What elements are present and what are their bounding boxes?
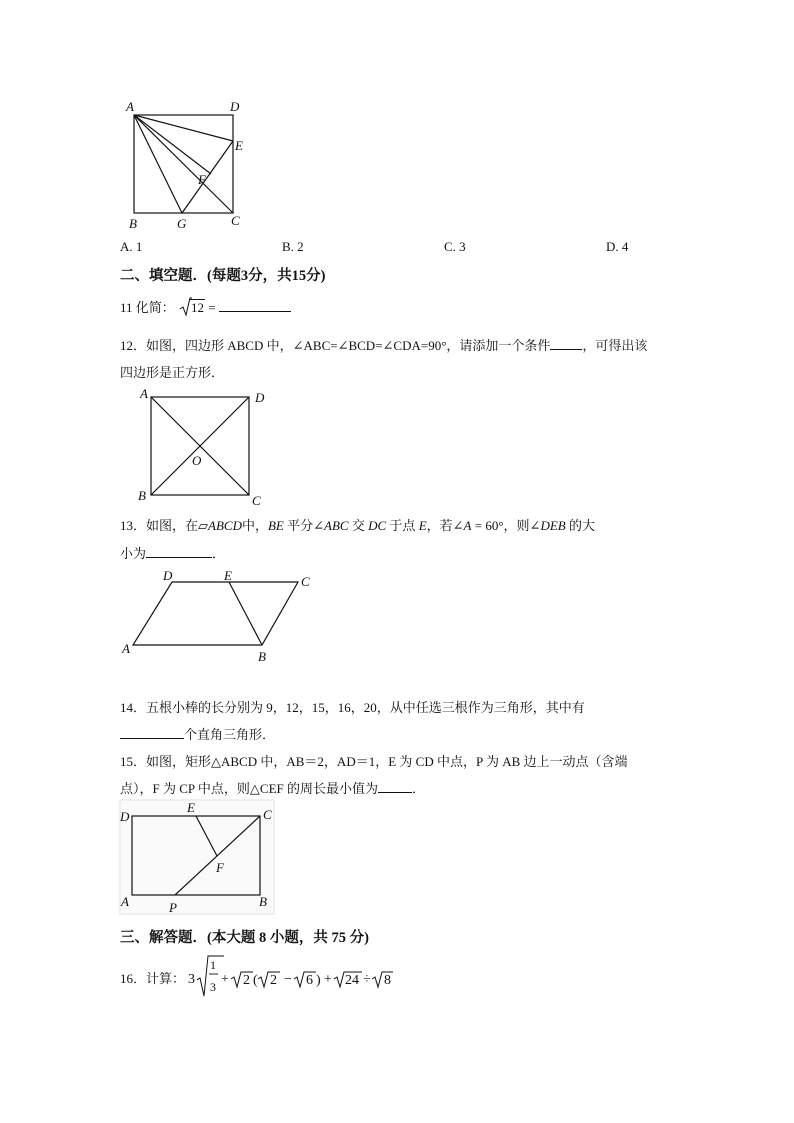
label-b: B (138, 488, 146, 503)
segment-ag (134, 115, 182, 213)
q16-coef: 3 (188, 972, 195, 987)
label-b: B (259, 894, 267, 909)
segment-ac (134, 115, 233, 213)
q15-answer-blank[interactable] (378, 780, 412, 793)
q16-plus2: + (324, 972, 332, 987)
radical-sign-icon (180, 298, 192, 316)
segment-ae (134, 115, 233, 141)
label-o: O (192, 453, 202, 468)
q16-minus: − (284, 972, 292, 987)
label-f: F (216, 860, 224, 875)
question-14-line1: 14．五根小棒的长分别为 9，12，15，16，20，从中任选三根作为三角形，其中有 (120, 700, 585, 715)
q16-expression (186, 952, 406, 1000)
question-15-line2: 点），F 为 CP 中点，则△CEF 的周长最小值为 ． (120, 781, 426, 796)
q16-frac-den: 3 (210, 980, 216, 994)
question-13-line2: 小为 ． (120, 546, 226, 561)
q16-r6: 6 (306, 973, 313, 988)
segment-af (134, 115, 211, 174)
label-b: B (129, 216, 137, 231)
q12-answer-blank[interactable] (550, 337, 582, 350)
question-14-line2: 个直角三角形． (120, 724, 275, 743)
label-c: C (252, 493, 261, 508)
label-d: D (120, 809, 130, 824)
label-d: D (230, 99, 240, 114)
q16-div: ÷ (363, 972, 371, 987)
q16-close: ) (316, 973, 321, 988)
option-a[interactable]: A. 1 (120, 239, 143, 254)
label-p: P (169, 900, 177, 915)
label-e: E (235, 138, 243, 153)
label-a: A (126, 99, 134, 114)
q11-sqrt: 12 (180, 300, 205, 316)
figure-rectangle-efp (118, 800, 278, 918)
question-12-line2: 四边形是正方形． (120, 365, 225, 380)
label-d: D (255, 390, 265, 405)
question-15-line1: 15．如图，矩形△ABCD 中，AB＝2，AD＝1，E 为 CD 中点，P 为 AB 边上一动点（含端 (120, 754, 628, 769)
q14-answer-blank[interactable] (120, 726, 184, 739)
q11-answer-blank[interactable] (219, 299, 291, 312)
figure-square-diagonals (134, 386, 274, 510)
question-11 (120, 297, 291, 316)
question-16-prefix: 16．计算： (120, 971, 186, 986)
q11-equals: = (208, 300, 216, 315)
q16-r8: 8 (384, 973, 391, 988)
q11-prefix: 11 化简： (120, 300, 175, 315)
figure-square-aefg (118, 95, 258, 235)
option-c[interactable]: C. 3 (444, 239, 466, 254)
label-a: A (122, 641, 130, 656)
label-b: B (258, 649, 266, 664)
parallelogram-abcd (133, 582, 298, 645)
segment-be (229, 582, 262, 645)
q16-open: ( (253, 973, 258, 988)
section-3-heading: 三、解答题．(本大题 8 小题，共 75 分) (120, 930, 369, 946)
label-c: C (301, 574, 310, 589)
label-a: A (140, 386, 148, 401)
label-c: C (263, 807, 272, 822)
label-c: C (231, 213, 240, 228)
option-d[interactable]: D. 4 (606, 239, 629, 254)
q16-plus1: + (221, 972, 229, 987)
q16-frac-num: 1 (210, 958, 216, 972)
label-g: G (177, 216, 187, 231)
q16-r2b: 2 (270, 973, 277, 988)
section-2-heading: 二、填空题．(每题3分，共15分) (120, 268, 326, 284)
label-e: E (224, 568, 232, 583)
q16-r24: 24 (345, 973, 359, 988)
label-a: A (121, 894, 129, 909)
q13-answer-blank[interactable] (146, 545, 212, 558)
label-d: D (163, 568, 173, 583)
question-12-line1: 12．如图，四边形 ABCD 中，∠ABC=∠BCD=∠CDA=90°，请添加一个条件 ，可得出该 (120, 338, 648, 353)
label-e: E (187, 800, 195, 815)
label-f: F (198, 172, 206, 187)
segment-eg (182, 141, 233, 213)
figure-parallelogram (118, 565, 328, 670)
question-13-line1: 13．如图，在▱ABCD中，BE 平分∠ABC 交 DC 于点 E，若∠A = 60°，则∠DEB 的大 (120, 518, 595, 533)
q16-r2: 2 (243, 973, 250, 988)
option-b[interactable]: B. 2 (282, 239, 304, 254)
